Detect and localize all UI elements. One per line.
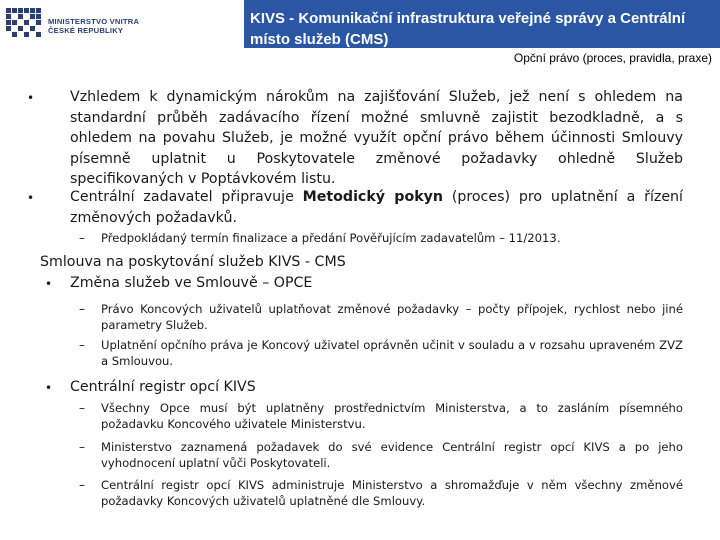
logo-line-1: MINISTERSTVO VNITRA [48, 17, 140, 26]
bullet-4-subitem-3: Centrální registr opcí KIVS administruje Ministerstvo a shromažďuje v něm všechny změnové požadavky Koncových uživatelů uplatněné dle Smlouvy. [101, 478, 683, 508]
dash-icon: – [79, 440, 85, 454]
dash-icon: – [79, 302, 85, 316]
bullet-2-text [70, 187, 683, 228]
logo-line-2: ČESKÉ REPUBLIKY [48, 26, 124, 35]
bullet-1-text: Vzhledem k dynamickým nárokům na zajišťování Služeb, jež není s ohledem na standardní průběh zadávacího řízení možné smluvně zajistit bezodkladně, a s ohledem na povahu Služeb, je možné využít opční právo během účinnosti Smlouvy písemně uplatnit u Poskytovatele změnové požadavky ohledně Služeb specifikovaných v Poptávkovém listu. [70, 89, 683, 187]
bullet-2-text-pre: Centrální zadavatel připravuje [70, 189, 303, 205]
dash-icon: – [79, 478, 85, 492]
bullet-4-subitem-2: Ministerstvo zaznamená požadavek do své evidence Centrální registr opcí KIVS a po jeho vyhodnocení uplatní vůči Poskytovateli. [101, 440, 683, 470]
bullet-2-text-post: (proces) pro uplatnění a řízení změnových požadavků. [70, 189, 683, 226]
dash-icon: – [79, 338, 85, 352]
bullet-3-subitem-1: Právo Koncových uživatelů uplatňovat změnové požadavky – počty přípojek, rychlost nebo jiné parametry Služeb. [101, 302, 683, 332]
bullet-4-subitem-1: Všechny Opce musí být uplatněny prostřednictvím Ministerstva, a to zasláním písemného požadavku Koncového uživatele Ministerstvu. [101, 401, 683, 431]
bullet-dot-icon: • [27, 191, 35, 205]
bullet-2-subitem: Předpokládaný termín finalizace a předání Pověřujícím zadavatelům – 11/2013. [101, 231, 561, 245]
bullet-4-text: Centrální registr opcí KIVS [70, 379, 256, 395]
bullet-dot-icon: • [27, 91, 35, 105]
page-title: KIVS - Komunikační infrastruktura veřejné správy a Centrální místo služeb (CMS) [250, 10, 686, 48]
ministry-logo-icon [6, 6, 44, 42]
bullet-3-subitem-2: Uplatnění opčního práva je Koncový uživatel oprávněn učinit v souladu a v rozsahu upraveném ZVZ a Smlouvou. [101, 338, 683, 368]
bullet-dot-icon: • [45, 277, 53, 291]
slide-subtitle: Opční právo (proces, pravidla, praxe) [513, 51, 712, 65]
bullet-dot-icon: • [45, 381, 53, 395]
ministry-logo [6, 6, 156, 44]
dash-icon: – [79, 231, 85, 245]
bullet-2-text-bold: Metodický pokyn [302, 189, 443, 205]
dash-icon: – [79, 401, 85, 415]
bullet-3-text: Změna služeb ve Smlouvě – OPCE [70, 275, 313, 291]
section-heading: Smlouva na poskytování služeb KIVS - CMS [40, 254, 346, 270]
